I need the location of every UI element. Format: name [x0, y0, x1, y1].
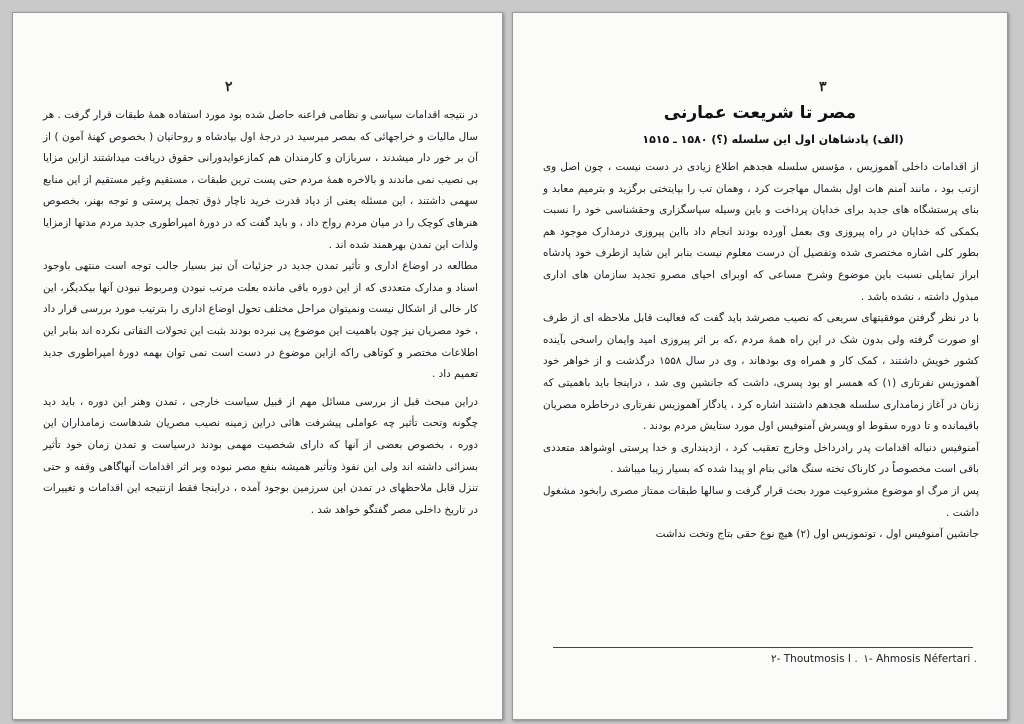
footnote-2: ۲- Thoutmosis I .	[771, 653, 858, 665]
paragraph: از اقدامات داخلی آهموزیس ، مؤسس سلسله هجدهم اطلاع زیادی در دست نیست ، چون اصل وی ازتب بود ، مانند آمنم هات اول بشمال مهاجرت کرد ، وهمان تب را بپایتختی برگزید و بترمیم معابد و بنای پرستشگاه های جدید برای خدایان پرداخت و باین وسیله سپاسگزاری وحقشناسی خود را نسبت بکمکی که خدایان در راه پیروزی وی بعمل آورده بودند انجام داد بااین پیروزی درمدارک موجود هم بطور کلی اشاره مختصری شده وتفصیل آن درست معلوم نیست بنابر این شاید ازطرف خود پادشاه ابراز تمایلی نسبت باین موضوع وشرح مساعی که اوبرای احیای مصرو تجدید سازمان های اداری مبذول داشته ، نشده باشد .	[543, 161, 979, 303]
paragraph: دراین مبحث قبل از بررسی مسائل مهم از قبیل سیاست خارجی ، تمدن وهنر این دوره ، باید دید چگونه وتحت تأثیر چه عواملی پیشرفت هائی دراین زمینه نصیب مصریان شدهاست زمامداران این دوره ، بخصوص بعضی از آنها که دارای شخصیت مهمی بودند درسیاست و تمدن زمان خود تأثیر بسزائی داشته اند ولی این نفوذ وتأثیر همیشه بنفع مصر نبوده وبر اثر اقدامات آنهاگاهی وقفه و حتی تنزل قابل ملاحظهای در تمدن این سرزمین بوجود آمده ، دراینجا فقط ازنتیجه این اقدامات و تغییرات در تاریخ داخلی مصر گفتگو خواهد شد .	[43, 395, 478, 516]
footnote-divider	[553, 647, 973, 648]
right-page	[512, 12, 1008, 720]
chapter-title: مصر تا شریعت عمارنی	[663, 103, 857, 123]
section-subtitle: (الف) پادشاهان اول این سلسله (؟) ۱۵۸۰ ـ ۱۵۱۵	[642, 133, 904, 146]
paragraph: پس از مرگ او موضوع مشروعیت مورد بحث قرار گرفت و سالها طبقات ممتاز مصری رابخود مشغول داشت .	[543, 484, 979, 519]
right-page-body	[543, 157, 979, 546]
paragraph: در نتیجه اقدامات سیاسی و نظامی فراعنه حاصل شده بود مورد استفاده همهٔ طبقات قرار گرفت . هر سال مالیات و خراجهائی که بمصر میرسید در درجهٔ اول بپادشاه و روحانیان ( بخصوص کهنهٔ آمون ) از آن بر خور دار میشدند ، سربازان و کارمندان هم کمازعوایدورانی حقوق دریافت میداشتند ازاین مزایا بی نصیب نمی ماندند و بالاخره همهٔ مردم حتی پست ترین طبقات ، مستقیم وغیر مستقیم از این منابع سهمی داشتند ، این مسئله یعنی از دیاد قدرت خرید ناچار ذوق تجمل پرستی و توجه بهنر، بخصوص هنرهای کوچک را در میان مردم رواج داد ، و باید گفت که در دورهٔ امپراطوری جدید مردم مدتها ازمزایا ولذات این تمدن بهرهمند شده اند .	[43, 109, 478, 251]
paragraph: مطالعه در اوضاع اداری و تأثیر تمدن جدید در جزئیات آن نیز بسیار جالب توجه است منتهی باوجود اسناد و مدارک متعددی که از این دوره باقی مانده بعلت مرتب نبودن ومربوط نبودن آنها بیکدیگر، این کار خالی از اشکال نیست ونمیتوان مراحل مختلف تحول اوضاع اداری را بترتیب مورد بررسی قرار داد ، خود مصریان نیز چون باهمیت این موضوع پی نبرده بودند بثبت این تحولات التفاتی نکرده اند بنابر این اطلاعات مختصر و کوتاهی راکه ازاین موضوع در دست است نمی توان بهمه دورهٔ امپراطوری جدید تعمیم داد .	[43, 260, 478, 381]
left-page	[12, 12, 503, 720]
paragraph: با در نظر گرفتن موفقیتهای سریعی که نصیب مصرشد باید گفت که فعالیت قابل ملاحظه ای از طرف او صورت گرفته ولی بدون شک در این راه همهٔ مردم ،که بر اثر پیروزی امید وایمان راسخی بآینده کشور خویش داشتند ، کمک کار و همراه وی بودهاند ، وی در سال ۱۵۵۸ درگذشت و از خواهر خود آهموزیس نفرتاری (۱) که همسر او بود پسری، داشت که جانشین وی شد ، دراینجا باید باهمیتی که زنان در آغاز زمامداری سلسله هجدهم داشتند اشاره کرد ، یادگار آهموزیس نفرتاری درخاطره مصریان باقیمانده و تا دوره سقوط او وپسرش آمنوفیس اول مورد ستایش مردم بودند .	[543, 312, 980, 433]
left-page-body	[43, 105, 478, 521]
paragraph: آمنوفیس دنباله اقدامات پدر رادرداخل وخارج تعقیب کرد ، ازدینداری و خدا پرستی اوشواهد متعددی باقی است مخصوصاً در کارناک تخته سنگ هائی بنام او پیدا شده که بسیار زیبا میباشد .	[543, 441, 979, 476]
footnote-1: ۱- Ahmosis Néfertari .	[863, 653, 977, 665]
paragraph: جانشین آمنوفیس اول ، توتموزیس اول (۲) هیچ نوع حقی بتاج وتخت نداشت	[655, 528, 979, 541]
page-number: ۲	[225, 79, 233, 95]
page-number: ۳	[819, 79, 827, 95]
